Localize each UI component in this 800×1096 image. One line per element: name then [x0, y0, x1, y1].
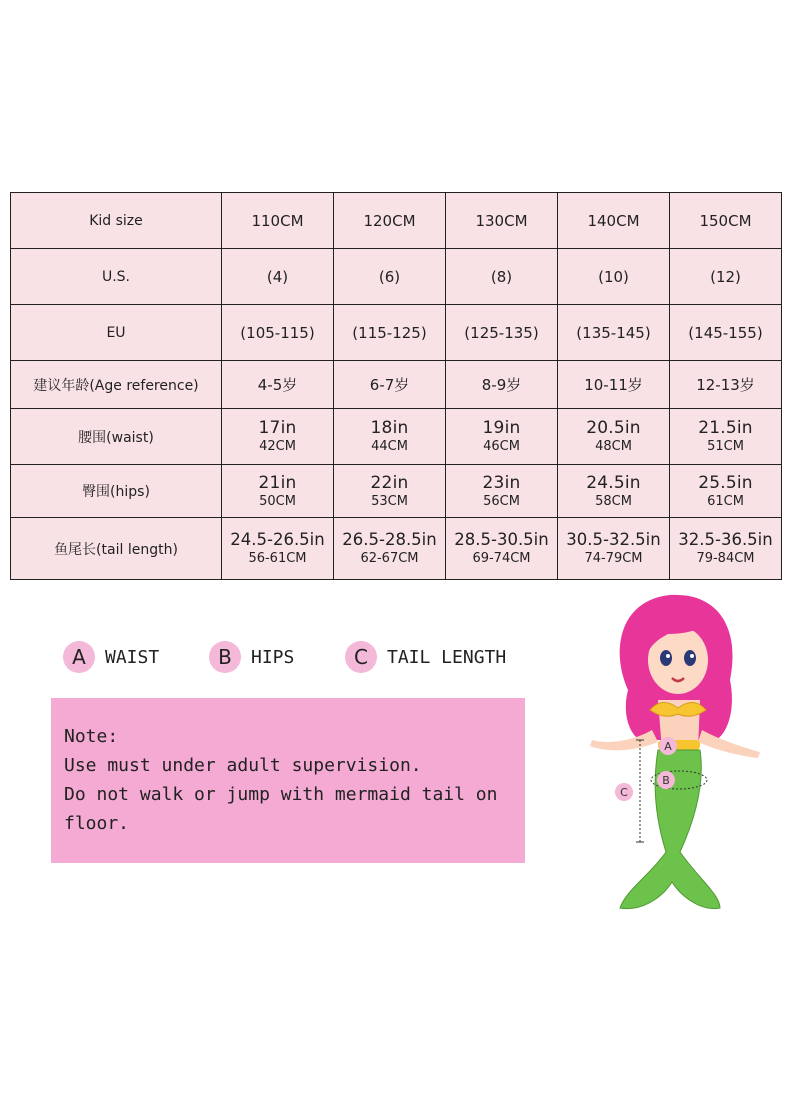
cm-value: 61CM: [707, 493, 744, 509]
table-cell: (145-155): [670, 305, 782, 361]
table-cell: [670, 518, 782, 580]
right-eye-highlight: [690, 654, 694, 658]
inch-value: 21.5in: [698, 418, 753, 438]
inch-value: 20.5in: [586, 418, 641, 438]
mermaid-illustration: [580, 590, 780, 920]
row-label: U.S.: [11, 249, 222, 305]
cm-value: 48CM: [595, 439, 632, 454]
table-cell: [558, 409, 670, 465]
table-cell: [670, 409, 782, 465]
inch-value: 25.5in: [698, 472, 753, 493]
row-label: 腰围(waist): [11, 409, 222, 465]
table-cell: 140CM: [558, 193, 670, 249]
cm-value: 42CM: [259, 439, 296, 454]
table-cell: (135-145): [558, 305, 670, 361]
legend-marker-b: B: [209, 641, 241, 673]
table-cell: (12): [670, 249, 782, 305]
table-cell: 120CM: [334, 193, 446, 249]
table-cell: 110CM: [222, 193, 334, 249]
table-cell: 4-5岁: [222, 361, 334, 409]
cm-value: 50CM: [259, 493, 296, 509]
cm-value: 46CM: [483, 439, 520, 454]
note-line: Do not walk or jump with mermaid tail on: [64, 784, 498, 805]
table-cell: (105-115): [222, 305, 334, 361]
table-cell: 10-11岁: [558, 361, 670, 409]
table-cell: [334, 409, 446, 465]
row-label: 鱼尾长(tail length): [11, 518, 222, 580]
cm-value: 58CM: [595, 493, 632, 509]
inch-value: 24.5-26.5in: [230, 530, 325, 549]
table-cell: (8): [446, 249, 558, 305]
inch-value: 26.5-28.5in: [342, 530, 437, 549]
row-label: EU: [11, 305, 222, 361]
table-cell: [446, 465, 558, 518]
table-cell: 8-9岁: [446, 361, 558, 409]
inch-value: 24.5in: [586, 472, 641, 493]
cm-value: 44CM: [371, 439, 408, 454]
legend-label: WAIST: [105, 646, 160, 668]
inch-value: 17in: [258, 418, 297, 438]
table-cell: 6-7岁: [334, 361, 446, 409]
cm-value: 69-74CM: [472, 551, 531, 566]
inch-value: 28.5-30.5in: [454, 530, 549, 549]
table-cell: [558, 518, 670, 580]
table-cell: [222, 518, 334, 580]
cm-value: 56-61CM: [248, 551, 307, 566]
note-box: [51, 698, 525, 863]
table-cell: [334, 518, 446, 580]
note-line: floor.: [64, 813, 130, 834]
table-cell: (10): [558, 249, 670, 305]
inch-value: 21in: [258, 472, 297, 493]
row-kid-size: [11, 193, 782, 249]
left-eye-shape: [660, 650, 672, 666]
table-cell: (115-125): [334, 305, 446, 361]
marker-c-label: C: [620, 786, 628, 799]
left-arm-shape: [590, 730, 658, 750]
legend-marker-c: C: [345, 641, 377, 673]
size-chart-table: [10, 192, 782, 580]
table-cell: (6): [334, 249, 446, 305]
row-hips: [11, 465, 782, 518]
table-cell: [446, 409, 558, 465]
legend-label: HIPS: [251, 646, 295, 668]
note-line: Use must under adult supervision.: [64, 755, 422, 776]
inch-value: 23in: [482, 472, 521, 493]
inch-value: 19in: [482, 418, 521, 438]
inch-value: 30.5-32.5in: [566, 530, 661, 549]
table-cell: [222, 409, 334, 465]
left-eye-highlight: [666, 654, 670, 658]
row-label: 臀围(hips): [11, 465, 222, 518]
table-cell: [334, 465, 446, 518]
legend-label: TAIL LENGTH: [387, 646, 507, 668]
legend-item-waist: [63, 641, 159, 673]
table-cell: (125-135): [446, 305, 558, 361]
legend-item-hips: [209, 641, 294, 673]
table-cell: 12-13岁: [670, 361, 782, 409]
table-cell: [670, 465, 782, 518]
legend-item-tail-length: [345, 641, 506, 673]
row-waist: [11, 409, 782, 465]
marker-b-label: B: [662, 774, 670, 787]
cm-value: 53CM: [371, 493, 408, 509]
row-tail-length: [11, 518, 782, 580]
row-label: 建议年龄(Age reference): [11, 361, 222, 409]
table-cell: 130CM: [446, 193, 558, 249]
row-label: Kid size: [11, 193, 222, 249]
inch-value: 18in: [370, 418, 409, 438]
note-line: Note:: [64, 726, 119, 747]
right-arm-shape: [698, 730, 760, 758]
right-eye-shape: [684, 650, 696, 666]
table-cell: [222, 465, 334, 518]
row-age-reference: [11, 361, 782, 409]
row-us: [11, 249, 782, 305]
table-cell: [558, 465, 670, 518]
inch-value: 32.5-36.5in: [678, 530, 773, 549]
cm-value: 56CM: [483, 493, 520, 509]
cm-value: 79-84CM: [696, 551, 755, 566]
cm-value: 74-79CM: [584, 551, 643, 566]
row-eu: [11, 305, 782, 361]
cm-value: 62-67CM: [360, 551, 419, 566]
table-cell: [446, 518, 558, 580]
table-cell: 150CM: [670, 193, 782, 249]
marker-a-label: A: [664, 740, 672, 753]
table-cell: (4): [222, 249, 334, 305]
legend-marker-a: A: [63, 641, 95, 673]
inch-value: 22in: [370, 472, 409, 493]
cm-value: 51CM: [707, 439, 744, 454]
